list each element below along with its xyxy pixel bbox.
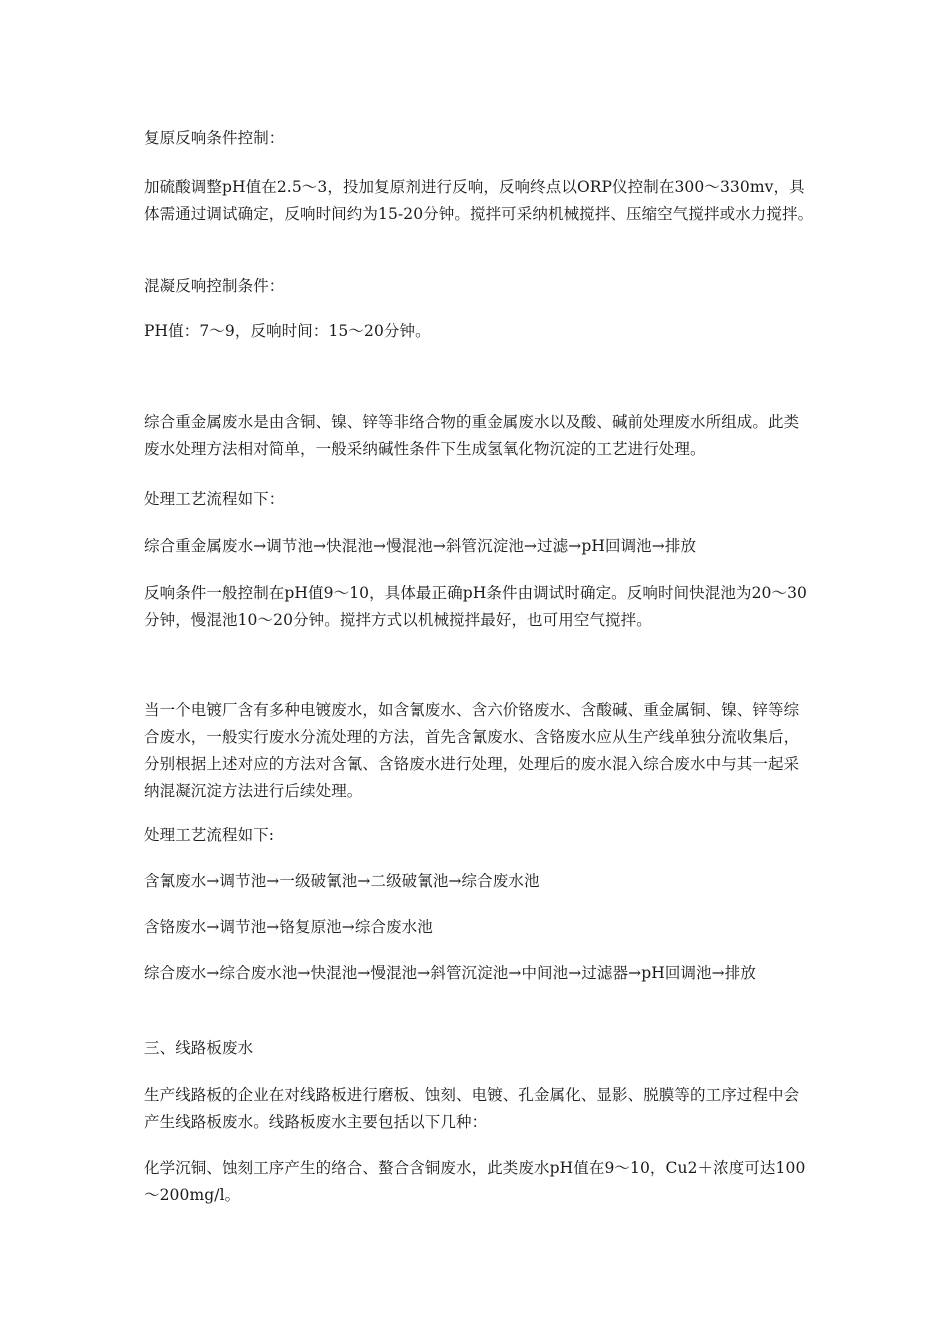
- heading-process-flow-2: 处理工艺流程如下:: [144, 826, 275, 844]
- paragraph-process-flow-1: 综合重金属废水→调节池→快混池→慢混池→斜管沉淀池→过滤→pH回调池→排放: [144, 537, 697, 555]
- paragraph-cyanide-flow: 含氰废水→调节池→一级破氰池→二级破氰池→综合废水池: [144, 872, 540, 890]
- paragraph-circuit-board-intro: 生产线路板的企业在对线路板进行磨板、蚀刻、电镀、孔金属化、显影、脱膜等的工序过程中会产生线路板废水。线路板废水主要包括以下几种：: [144, 1086, 800, 1131]
- paragraph-reaction-conditions: 反响条件一般控制在pH值9～10，具体最正确pH条件由调试时确定。反响时间快混池为20～30分钟，慢混池10～20分钟。搅拌方式以机械搅拌最好，也可用空气搅拌。: [144, 584, 808, 629]
- paragraph-combined-flow: 综合废水→综合废水池→快混池→慢混池→斜管沉淀池→中间池→过滤器→pH回调池→排放: [144, 964, 756, 982]
- paragraph-heavy-metal-intro: 综合重金属废水是由含铜、镍、锌等非络合物的重金属废水以及酸、碱前处理废水所组成。此类废水处理方法相对简单，一般采纳碱性条件下生成氢氧化物沉淀的工艺进行处理。: [144, 413, 800, 458]
- paragraph-coagulation-details: PH值：7～9，反响时间：15～20分钟。: [144, 322, 431, 340]
- heading-circuit-board-wastewater: 三、线路板废水: [144, 1039, 254, 1057]
- paragraph-electroplating-intro: 当一个电镀厂含有多种电镀废水，如含氰废水、含六价铬废水、含酸碱、重金属铜、镍、锌等综合废水，一般实行废水分流处理的方法，首先含氰废水、含铬废水应从生产线单独分流收集后，分别根据上述对应的方法对含氰、含铬废水进行处理，处理后的废水混入综合废水中与其一起采纳混凝沉淀方法进行后续处理。: [144, 701, 800, 800]
- heading-coagulation-conditions: 混凝反响控制条件：: [144, 277, 285, 295]
- heading-reduction-conditions: 复原反响条件控制：: [144, 129, 285, 147]
- heading-process-flow-1: 处理工艺流程如下：: [144, 490, 285, 508]
- paragraph-reduction-details: 加硫酸调整pH值在2.5～3，投加复原剂进行反响，反响终点以ORP仪控制在300～330mv，具体需通过调试确定，反响时间约为15-20分钟。搅拌可采纳机械搅拌、压缩空气搅拌或水力搅拌。: [144, 178, 814, 223]
- paragraph-chromium-flow: 含铬废水→调节池→铬复原池→综合废水池: [144, 918, 433, 936]
- paragraph-copper-wastewater: 化学沉铜、蚀刻工序产生的络合、螯合含铜废水，此类废水pH值在9～10，Cu2＋浓度可达100～200mg/l。: [144, 1159, 806, 1204]
